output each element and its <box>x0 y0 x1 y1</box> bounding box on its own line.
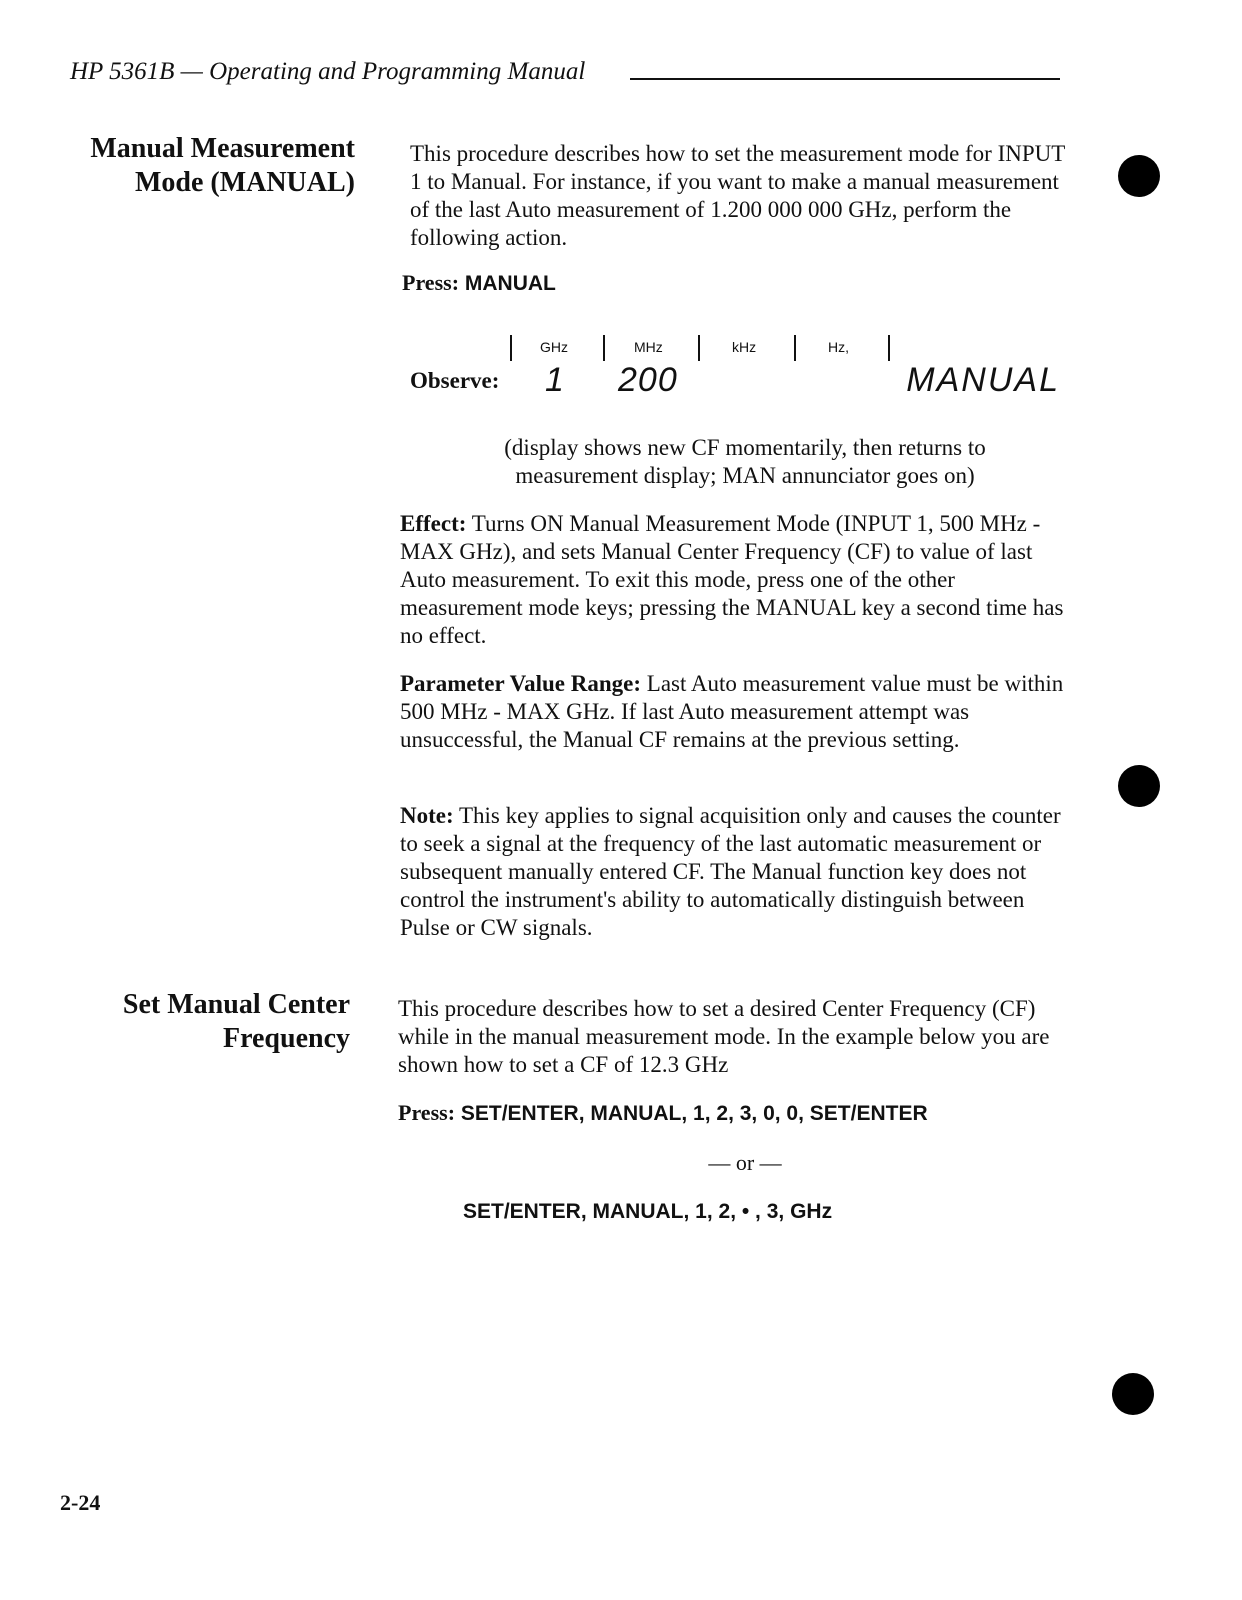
press-manual-instruction <box>402 270 556 296</box>
note-paragraph: Note: This key applies to signal acquisition only and causes the counter to seek a signal at the frequency of the last automatic measurement or subsequent manually entered CF. The Manual function key does not control the instrument's ability to automatically distinguish between Pulse or CW signals. <box>400 803 1061 940</box>
press-label: Press: <box>398 1100 456 1125</box>
or-separator: — or — <box>708 1150 782 1175</box>
unit-mhz: MHz <box>634 339 663 355</box>
press-set-center-instruction <box>398 1100 928 1126</box>
manual-mode-intro: This procedure describes how to set the measurement mode for INPUT 1 to Manual. For instance, if you want to make a manual measurement of the last Auto measurement of 1.200 000 000 GHz, perform the following action. <box>410 141 1065 250</box>
note-label: Note: <box>400 803 454 828</box>
display-divider <box>510 335 512 361</box>
header-rule <box>630 78 1060 80</box>
set-center-intro: This procedure describes how to set a desired Center Frequency (CF) while in the manual measurement mode. In the example below you are shown how to set a CF of 12.3 GHz <box>398 996 1050 1077</box>
parameter-range-paragraph: Parameter Value Range: Last Auto measurement value must be within 500 MHz - MAX GHz. If last Auto measurement attempt was unsuccessful, the Manual CF remains at the previous setting. <box>400 671 1064 752</box>
display-note: (display shows new CF momentarily, then returns to measurement display; MAN annunciator goes on) <box>504 435 986 488</box>
page-number: 2-24 <box>60 1490 101 1515</box>
binder-hole-dot <box>1112 1373 1154 1415</box>
display-annunciator: MANUAL <box>906 361 1060 399</box>
display-divider <box>888 335 890 361</box>
alt-key-sequence: SET/ENTER, MANUAL, 1, 2, • , 3, GHz <box>463 1200 833 1223</box>
range-label: Parameter Value Range: <box>400 671 642 696</box>
section-title-manual-mode: Manual Measurement Mode (MANUAL) <box>90 133 355 198</box>
binder-hole-dot <box>1118 765 1160 807</box>
press-keys: MANUAL <box>464 272 556 295</box>
display-digit-ghz: 1 <box>545 361 565 399</box>
press-label: Press: <box>402 270 460 295</box>
display-divider <box>603 335 605 361</box>
header-title: HP 5361B — Operating and Programming Manual <box>70 58 595 86</box>
unit-hz: Hz, <box>828 339 849 355</box>
unit-ghz: GHz <box>540 339 568 355</box>
page-header <box>70 58 1060 94</box>
unit-khz: kHz <box>732 339 757 355</box>
effect-paragraph: Effect: Turns ON Manual Measurement Mode (INPUT 1, 500 MHz - MAX GHz), and sets Manual Center Frequency (CF) to value of last Auto measurement. To exit this mode, press one of the other measurement mode keys; pressing the MANUAL key a second time has no effect. <box>400 511 1064 648</box>
binder-hole-dot <box>1118 155 1160 197</box>
display-divider <box>698 335 700 361</box>
counter-display <box>410 335 1080 415</box>
section-title-set-center: Set Manual Center Frequency <box>122 989 350 1054</box>
observe-label: Observe: <box>410 368 500 393</box>
effect-label: Effect: <box>400 511 467 536</box>
press-keys: SET/ENTER, MANUAL, 1, 2, 3, 0, 0, SET/ENTER <box>460 1102 928 1125</box>
display-divider <box>794 335 796 361</box>
display-digit-mhz: 200 <box>618 361 678 399</box>
